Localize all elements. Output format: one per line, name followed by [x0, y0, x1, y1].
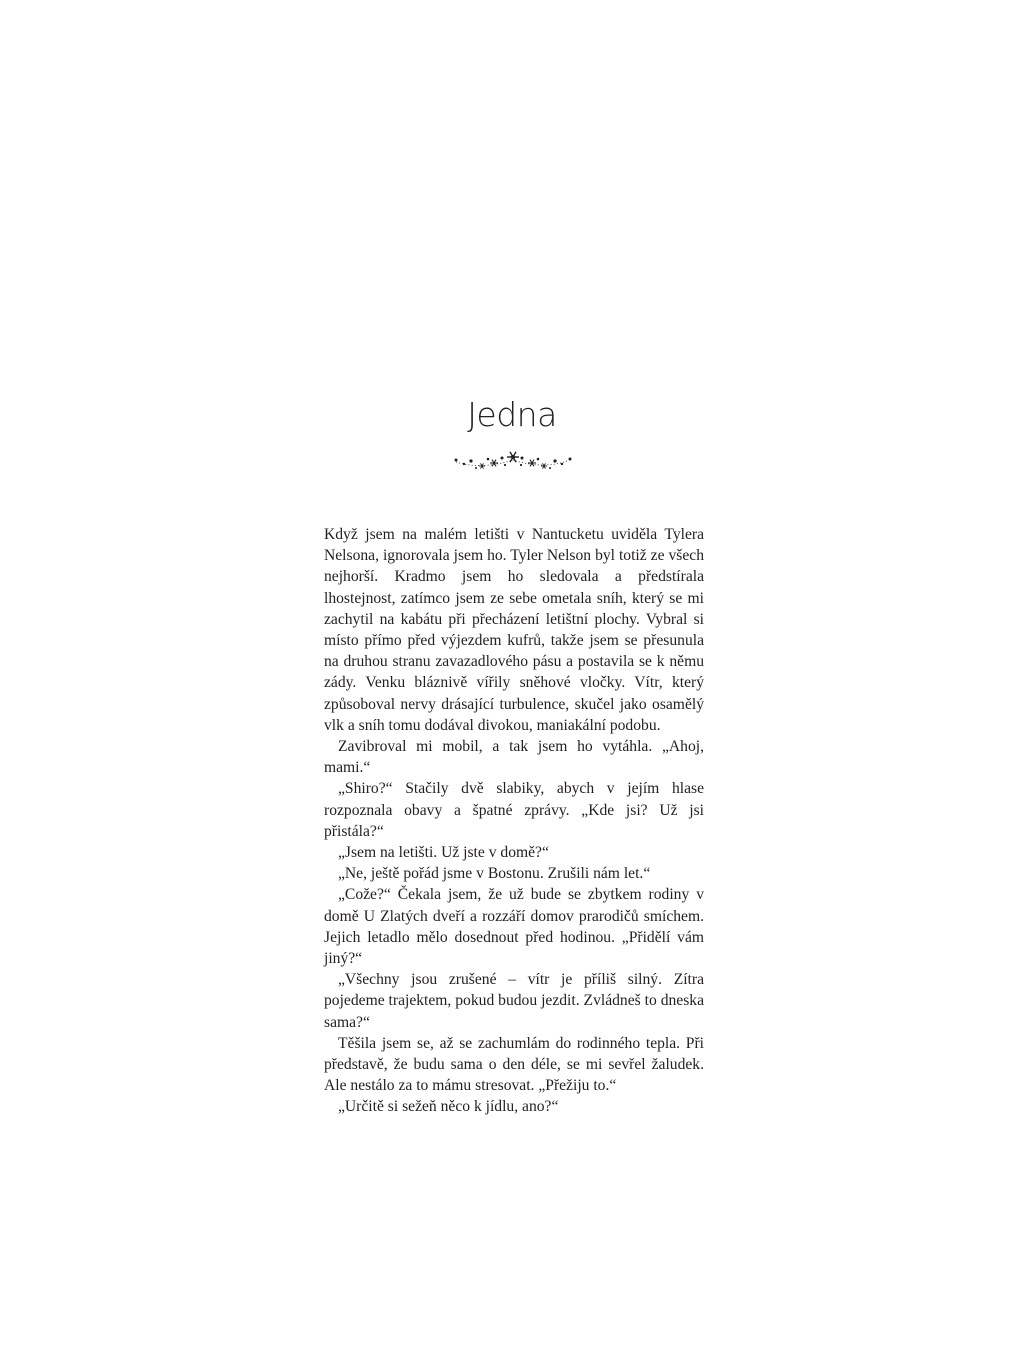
snowflake-garland-icon [452, 448, 574, 474]
chapter-title: Jedna [467, 395, 557, 434]
paragraph: „Shiro?“ Stačily dvě slabiky, abych v jejím hlase rozpoznala obavy a špatné zprávy. „Kde jsi? Už jsi přistála?“ [324, 780, 704, 840]
chapter-body [324, 524, 704, 1118]
paragraph: Zavibroval mi mobil, a tak jsem ho vytáhla. „Ahoj, mami.“ [324, 738, 704, 777]
paragraph: „Všechny jsou zrušené – vítr je příliš silný. Zítra pojedeme trajektem, pokud budou jezdit. Zvládneš to dneska sama?“ [324, 971, 704, 1031]
paragraph: „Cože?“ Čekala jsem, že už bude se zbytkem rodiny v domě U Zlatých dveří a rozzáří domov prarodičů smíchem. Jejich letadlo mělo dosednout před hodinou. „Přidělí vám jiný?“ [324, 886, 704, 968]
paragraph: Těšila jsem se, až se zachumlám do rodinného tepla. Při představě, že budu sama o den déle, se mi sevřel žaludek. Ale nestálo za to mámu stresovat. „Přežiju to.“ [324, 1034, 704, 1095]
paragraph: „Ne, ještě pořád jsme v Bostonu. Zrušili nám let.“ [338, 865, 651, 883]
paragraph: „Jsem na letišti. Už jste v domě?“ [338, 844, 549, 862]
paragraph: „Určitě si sežeň něco k jídlu, ano?“ [338, 1098, 559, 1116]
paragraph: Když jsem na malém letišti v Nantucketu uviděla Tylera Nelsona, ignorovala jsem ho. Tyler Nelson byl totiž ze všech nejhorší. Kradmo jsem ho sledovala a předstírala lhostejnost, zatímco jsem ze sebe ometala sníh, který se mi zachytil na kabátu při přecházení letištní plochy. Vybral si místo přímo před výjezdem kufrů, takže jsem se přesunula na druhou stranu zavazadlového pásu a postavila se k němu zády. Venku bláznivě vířily sněhové vločky. Vítr, který způsoboval nervy drásající turbulence, skučel jako osamělý vlk a sníh tomu dodával divokou, maniakální podobu. [324, 526, 704, 734]
